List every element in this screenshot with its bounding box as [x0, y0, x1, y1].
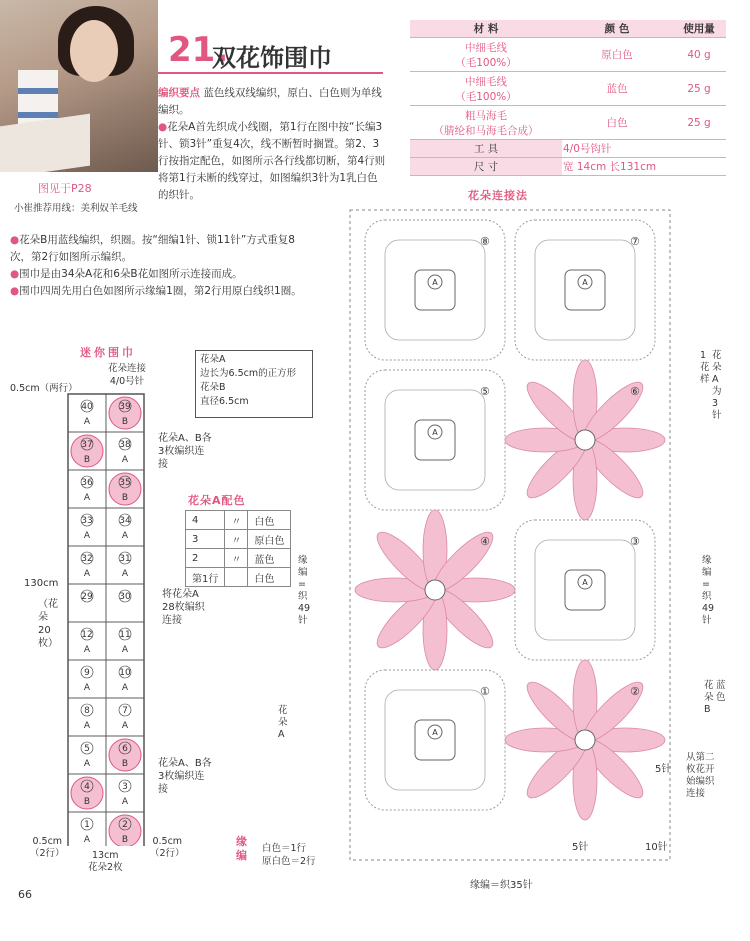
ct-row: 原白色 — [248, 530, 291, 549]
flower-a-motif — [365, 220, 505, 360]
ct-row: 白色 — [248, 568, 291, 587]
mini-cell-num: 2 — [122, 820, 128, 830]
mini-cell — [106, 508, 144, 546]
bottom-right-note — [150, 836, 185, 860]
see-page: 图见于P28 — [38, 182, 92, 195]
material-name: 中细毛线 — [465, 41, 507, 54]
mini-cell — [106, 470, 144, 508]
mini-cell — [106, 736, 144, 774]
mini-cell-type: A — [83, 683, 91, 693]
mini-cell-num: 8 — [84, 706, 90, 716]
motif-letter: A — [432, 278, 438, 287]
mini-cell — [68, 660, 106, 698]
mini-cell — [68, 698, 106, 736]
material-sub: （毛100%） — [455, 90, 517, 103]
tool-label: 工 具 — [410, 140, 562, 158]
width-note — [88, 850, 123, 874]
ct-row — [225, 568, 248, 587]
right-top-note-2: 花朵A为3针 — [712, 350, 722, 421]
mini-cell — [106, 812, 144, 846]
material-name: 中细毛线 — [465, 75, 507, 88]
mini-cell — [68, 432, 106, 470]
mini-cell-num: 35 — [119, 478, 131, 488]
mini-cell-type: A — [121, 645, 129, 655]
points-label: 编织要点 — [158, 87, 200, 99]
flower-b-motif — [355, 510, 515, 670]
mini-scarf-title: 迷你围巾 — [80, 346, 136, 359]
right-top-note: 1花样 — [700, 350, 710, 385]
mini-cell — [106, 660, 144, 698]
mini-cell — [106, 622, 144, 660]
mini-cell-type: A — [121, 797, 129, 807]
mini-cell-type: A — [121, 455, 129, 465]
material-color: 白色 — [562, 106, 672, 140]
flower-b-motif — [505, 360, 665, 520]
motif-number: ② — [630, 685, 640, 698]
mini-cell — [68, 508, 106, 546]
right-b-color: 蓝色 — [716, 680, 726, 703]
mini-cell-num: 38 — [119, 440, 131, 450]
diagram-title: 花朵连接法 — [468, 189, 528, 202]
mini-cell — [106, 774, 144, 812]
mini-cell-num: 29 — [81, 592, 93, 602]
bl-2: （2行） — [30, 848, 65, 859]
five-stitch-2: 5针 — [572, 842, 589, 853]
mini-cell-type: A — [83, 721, 91, 731]
note-ab3: 花朵A、B各3枚编织连接 — [158, 433, 212, 470]
material-color: 蓝色 — [562, 72, 672, 106]
mini-cell-type: B — [121, 759, 129, 769]
mini-cell-type: B — [121, 835, 129, 845]
flower-b-motif — [505, 660, 665, 820]
mini-cell — [68, 584, 106, 622]
mini-cell-num: 32 — [81, 554, 93, 564]
mini-cell — [68, 812, 106, 846]
material-amount: 40 g — [672, 38, 726, 72]
mini-cell — [68, 774, 106, 812]
material-name: 粗马海毛 — [465, 109, 507, 122]
right-b-note: 花朵B — [704, 680, 714, 715]
mini-cell-num: 5 — [84, 744, 90, 754]
edge-top-note: 0.5cm（两行） — [10, 383, 78, 394]
join-note — [108, 362, 146, 388]
mini-cell-num: 37 — [81, 440, 93, 450]
mini-cell-num: 3 — [122, 782, 128, 792]
mini-cell-type: A — [83, 759, 91, 769]
mini-scarf-grid — [60, 390, 160, 846]
mini-cell-type: A — [83, 493, 91, 503]
flower-info-box — [195, 350, 313, 418]
point-1: 蓝色线双线编织，原白、白色则为单线编织。 — [158, 87, 382, 116]
yarn-recommend: 小崔推荐用线：美利奴羊毛线 — [14, 203, 138, 214]
mini-cell-type: A — [121, 569, 129, 579]
flower-a-label: 花朵A — [200, 354, 226, 365]
mini-cell-type: A — [121, 721, 129, 731]
material-sub: （毛100%） — [455, 56, 517, 69]
mini-cell — [68, 394, 106, 432]
title-underline — [158, 72, 383, 74]
materials-table — [410, 20, 726, 176]
mini-cell-num: 30 — [119, 592, 131, 602]
mini-cell-type: A — [121, 531, 129, 541]
mini-cell-type: A — [83, 417, 91, 427]
ct-row: 〃 — [225, 530, 248, 549]
flower-b-desc: 直径6.5cm — [200, 396, 249, 407]
material-amount: 25 g — [672, 106, 726, 140]
edge-row-2: 原白色＝2行 — [262, 856, 316, 867]
mini-cell — [68, 470, 106, 508]
length-sub: （花朵20枚） — [38, 599, 58, 649]
header-material: 材 料 — [410, 20, 562, 38]
color-table — [185, 510, 291, 587]
motif-number: ③ — [630, 535, 640, 548]
page-number: 66 — [18, 888, 32, 901]
tool-value: 4/0号钩针 — [562, 140, 726, 158]
size-label: 尺 寸 — [410, 158, 562, 176]
flower-a-desc: 边长为6.5cm的正方形 — [200, 368, 297, 379]
mini-cell-num: 10 — [119, 668, 131, 678]
mini-cell-num: 9 — [84, 668, 90, 678]
point-2: 花朵A首先织成小线圈，第1行在图中按“长编3针、锁3针”重复4次，线不断暂时搁置。第2、3行按指定配色，如图所示各行线都切断，第4行则将第1行未断的线穿过，如图编织3针为1乳白色的织针。 — [158, 121, 386, 201]
w-2: 花朵2枚 — [88, 862, 123, 873]
mini-cell-num: 36 — [81, 478, 93, 488]
join-note-2: 4/0号针 — [109, 376, 145, 387]
point-5: 围巾四周先用白色如图所示缘编1圈，第2行用原白线织1圈。 — [19, 285, 302, 297]
flower-a-motif — [365, 670, 505, 810]
motif-letter: A — [582, 278, 588, 287]
flower-a-motif — [515, 220, 655, 360]
mini-cell-type: A — [83, 531, 91, 541]
mini-cell-type: B — [121, 417, 129, 427]
mini-cell-type: B — [83, 455, 91, 465]
ct-row: 第1行 — [186, 568, 225, 587]
motif-letter: A — [432, 428, 438, 437]
material-color: 原白色 — [562, 38, 672, 72]
bottom-edge-note: 缘编＝织35针 — [470, 880, 533, 891]
ct-row: 蓝色 — [248, 549, 291, 568]
mini-cell — [68, 736, 106, 774]
ten-stitch: 10针 — [645, 842, 668, 853]
color-table-title: 花朵A配色 — [188, 494, 246, 507]
knitting-points-2: ●花朵B用蓝线编织，织圈。按“细编1针、锁11针”方式重复8次，第2行如图所示编织。 ●围巾是由34朵A花和6朵B花如图所示连接而成。 ●围巾四周先用白色如图所示缘编1圈，第2行用原白线织1圈。 — [10, 234, 302, 297]
mini-cell-num: 1 — [84, 820, 90, 830]
mini-cell — [106, 432, 144, 470]
mini-cell-type: A — [83, 645, 91, 655]
material-sub: （腈纶和马海毛合成） — [433, 124, 539, 137]
right-note: 从第二枚花开始编织连接 — [686, 752, 715, 799]
header-amount: 使用量 — [672, 20, 726, 38]
ct-row: 3 — [186, 530, 225, 549]
ct-row: 2 — [186, 549, 225, 568]
mini-cell-num: 11 — [119, 630, 131, 640]
bottom-left-note — [30, 836, 65, 860]
w-1: 13cm — [91, 850, 119, 861]
mini-cell — [68, 622, 106, 660]
header-color: 颜 色 — [562, 20, 672, 38]
ct-row: 〃 — [225, 549, 248, 568]
mini-cell-type: A — [83, 835, 91, 845]
ct-row: 白色 — [248, 511, 291, 530]
mini-cell-num: 6 — [122, 744, 128, 754]
mini-cell-type: B — [83, 797, 91, 807]
five-stitch: 5针 — [655, 764, 672, 775]
mini-cell-num: 40 — [81, 402, 93, 412]
ct-row: 〃 — [225, 511, 248, 530]
mini-cell-num: 39 — [119, 402, 131, 412]
material-amount: 25 g — [672, 72, 726, 106]
flower-b-label: 花朵B — [200, 382, 226, 393]
br-2: （2行） — [150, 848, 185, 859]
motif-number: ⑤ — [480, 385, 490, 398]
bl-1: 0.5cm — [32, 836, 63, 847]
motif-letter: A — [582, 578, 588, 587]
note-a28: 将花朵A 28枚编织连接 — [162, 589, 205, 626]
motif-letter: A — [432, 728, 438, 737]
motif-number: ① — [480, 685, 490, 698]
mini-cell-type: A — [121, 683, 129, 693]
motif-number: ⑦ — [630, 235, 640, 248]
left-a-note: 花朵A — [278, 705, 288, 740]
mini-cell-type: A — [83, 569, 91, 579]
ct-row: 4 — [186, 511, 225, 530]
join-note-1: 花朵连接 — [108, 363, 147, 374]
length-label: 130cm — [24, 578, 59, 589]
mini-cell — [106, 698, 144, 736]
pattern-title: 双花饰围巾 — [212, 44, 332, 72]
mini-cell-num: 34 — [119, 516, 131, 526]
edge-label: 缘编 — [236, 835, 247, 862]
mini-cell-num: 7 — [122, 706, 128, 716]
left-edge-note: 缘编=织49针 — [298, 555, 311, 626]
mini-cell-num: 31 — [119, 554, 131, 564]
mini-cell — [106, 546, 144, 584]
mini-cell-num: 4 — [84, 782, 90, 792]
mini-cell — [106, 394, 144, 432]
mini-cell-num: 33 — [81, 516, 93, 526]
br-1: 0.5cm — [152, 836, 183, 847]
mini-cell-type: B — [121, 493, 129, 503]
motif-number: ④ — [480, 535, 490, 548]
crochet-diagram — [320, 200, 700, 890]
right-edge-note: 缘编=织49针 — [702, 555, 715, 626]
mini-cell — [106, 584, 144, 622]
flower-a-motif — [365, 370, 505, 510]
size-value: 宽 14cm 长131cm — [562, 158, 726, 176]
point-3: 花朵B用蓝线编织，织圈。按“细编1针、锁11针”方式重复8次，第2行如图所示编织。 — [10, 234, 295, 263]
point-4: 围巾是由34朵A花和6朵B花如图所示连接而成。 — [19, 268, 243, 280]
motif-number: ⑥ — [630, 385, 640, 398]
knitting-points: 编织要点 蓝色线双线编织，原白、白色则为单线编织。 ●花朵A首先织成小线圈，第1行在图中按“长编3针、锁3针”重复4次，线不断暂时搁置。第2、3行按指定配色，如图所示各行线都切断，第4行则将第1行未断的线穿过，如图编织3针为1乳白色的织针。 — [158, 87, 386, 201]
model-photo — [0, 0, 158, 172]
motif-number: ⑧ — [480, 235, 490, 248]
flower-a-motif — [515, 520, 655, 660]
edge-row-1: 白色＝1行 — [262, 843, 307, 854]
mini-cell-num: 12 — [81, 630, 93, 640]
pattern-number: 21. — [168, 30, 229, 70]
mini-cell — [68, 546, 106, 584]
note-ab3b: 花朵A、B各3枚编织连接 — [158, 758, 212, 795]
